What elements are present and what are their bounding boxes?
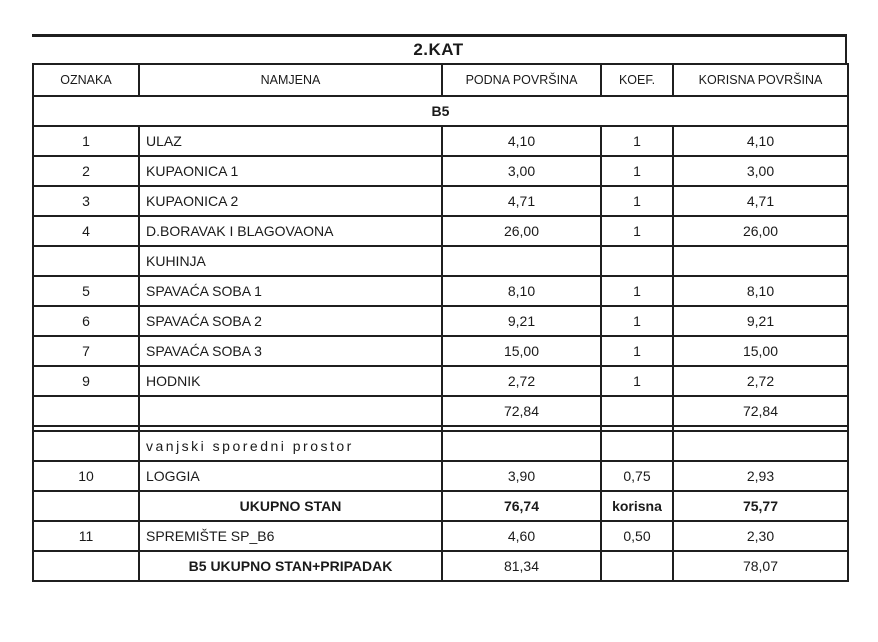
section-row: [33, 96, 848, 126]
table-row: [33, 461, 848, 491]
table-row: [33, 306, 848, 336]
table-row: [33, 551, 848, 581]
namjena-cell: D.BORAVAK I BLAGOVAONA: [139, 216, 442, 246]
korisna-povrsina-cell: 75,77: [673, 491, 848, 521]
podna-povrsina-cell: 3,90: [442, 461, 601, 491]
korisna-povrsina-cell: 26,00: [673, 216, 848, 246]
korisna-povrsina-cell: 2,72: [673, 366, 848, 396]
oznaka-cell: 11: [33, 521, 139, 551]
koef-cell: 1: [601, 126, 673, 156]
table-row: [33, 126, 848, 156]
podna-povrsina-cell: 8,10: [442, 276, 601, 306]
table-row: [33, 246, 848, 276]
document-page: [32, 34, 847, 582]
table-row: [33, 336, 848, 366]
koef-cell: [601, 551, 673, 581]
korisna-povrsina-cell: 78,07: [673, 551, 848, 581]
table-title: 2.KAT: [32, 34, 847, 63]
oznaka-cell: 9: [33, 366, 139, 396]
namjena-cell: SPAVAĆA SOBA 2: [139, 306, 442, 336]
namjena-cell: LOGGIA: [139, 461, 442, 491]
koef-cell: 1: [601, 276, 673, 306]
oznaka-cell: [33, 246, 139, 276]
podna-povrsina-cell: 15,00: [442, 336, 601, 366]
oznaka-cell: [33, 551, 139, 581]
namjena-cell: B5 UKUPNO STAN+PRIPADAK: [139, 551, 442, 581]
korisna-povrsina-cell: [673, 431, 848, 461]
namjena-cell: HODNIK: [139, 366, 442, 396]
table-row: [33, 216, 848, 246]
floor-area-table: [32, 63, 849, 582]
table-row: [33, 396, 848, 426]
koef-cell: [601, 246, 673, 276]
podna-povrsina-cell: 4,60: [442, 521, 601, 551]
podna-povrsina-cell: 81,34: [442, 551, 601, 581]
table-row: [33, 276, 848, 306]
koef-cell: 1: [601, 216, 673, 246]
podna-povrsina-cell: 72,84: [442, 396, 601, 426]
oznaka-cell: 4: [33, 216, 139, 246]
namjena-cell: KUHINJA: [139, 246, 442, 276]
table-row: [33, 431, 848, 461]
namjena-cell: UKUPNO STAN: [139, 491, 442, 521]
oznaka-cell: 3: [33, 186, 139, 216]
podna-povrsina-cell: 76,74: [442, 491, 601, 521]
column-header-korisna-povrsina: KORISNA POVRŠINA: [673, 64, 848, 96]
header-row: [33, 64, 848, 96]
oznaka-cell: 7: [33, 336, 139, 366]
korisna-povrsina-cell: 8,10: [673, 276, 848, 306]
koef-cell: [601, 431, 673, 461]
table-row: [33, 186, 848, 216]
namjena-cell: SPREMIŠTE SP_B6: [139, 521, 442, 551]
koef-cell: 1: [601, 336, 673, 366]
podna-povrsina-cell: 4,71: [442, 186, 601, 216]
korisna-povrsina-cell: 15,00: [673, 336, 848, 366]
table-row: [33, 156, 848, 186]
oznaka-cell: [33, 431, 139, 461]
column-header-podna-povrsina: PODNA POVRŠINA: [442, 64, 601, 96]
koef-cell: 0,50: [601, 521, 673, 551]
podna-povrsina-cell: 26,00: [442, 216, 601, 246]
podna-povrsina-cell: 4,10: [442, 126, 601, 156]
podna-povrsina-cell: [442, 246, 601, 276]
table-row: [33, 491, 848, 521]
namjena-cell: [139, 396, 442, 426]
podna-povrsina-cell: 9,21: [442, 306, 601, 336]
oznaka-cell: 2: [33, 156, 139, 186]
koef-cell: korisna: [601, 491, 673, 521]
korisna-povrsina-cell: 4,10: [673, 126, 848, 156]
korisna-povrsina-cell: 3,00: [673, 156, 848, 186]
koef-cell: 1: [601, 366, 673, 396]
namjena-cell: vanjski sporedni prostor: [139, 431, 442, 461]
oznaka-cell: 10: [33, 461, 139, 491]
column-header-oznaka: OZNAKA: [33, 64, 139, 96]
podna-povrsina-cell: 2,72: [442, 366, 601, 396]
korisna-povrsina-cell: 9,21: [673, 306, 848, 336]
koef-cell: 1: [601, 306, 673, 336]
oznaka-cell: [33, 396, 139, 426]
koef-cell: 0,75: [601, 461, 673, 491]
table-body: [33, 96, 848, 581]
podna-povrsina-cell: 3,00: [442, 156, 601, 186]
koef-cell: [601, 396, 673, 426]
namjena-cell: SPAVAĆA SOBA 1: [139, 276, 442, 306]
table-row: [33, 521, 848, 551]
namjena-cell: ULAZ: [139, 126, 442, 156]
oznaka-cell: 6: [33, 306, 139, 336]
korisna-povrsina-cell: 2,30: [673, 521, 848, 551]
oznaka-cell: 1: [33, 126, 139, 156]
column-header-koef: KOEF.: [601, 64, 673, 96]
oznaka-cell: [33, 491, 139, 521]
namjena-cell: SPAVAĆA SOBA 3: [139, 336, 442, 366]
column-header-namjena: NAMJENA: [139, 64, 442, 96]
section-label: B5: [33, 96, 848, 126]
koef-cell: 1: [601, 156, 673, 186]
korisna-povrsina-cell: 72,84: [673, 396, 848, 426]
korisna-povrsina-cell: [673, 246, 848, 276]
koef-cell: 1: [601, 186, 673, 216]
korisna-povrsina-cell: 2,93: [673, 461, 848, 491]
podna-povrsina-cell: [442, 431, 601, 461]
namjena-cell: KUPAONICA 1: [139, 156, 442, 186]
oznaka-cell: 5: [33, 276, 139, 306]
namjena-cell: KUPAONICA 2: [139, 186, 442, 216]
table-row: [33, 366, 848, 396]
korisna-povrsina-cell: 4,71: [673, 186, 848, 216]
